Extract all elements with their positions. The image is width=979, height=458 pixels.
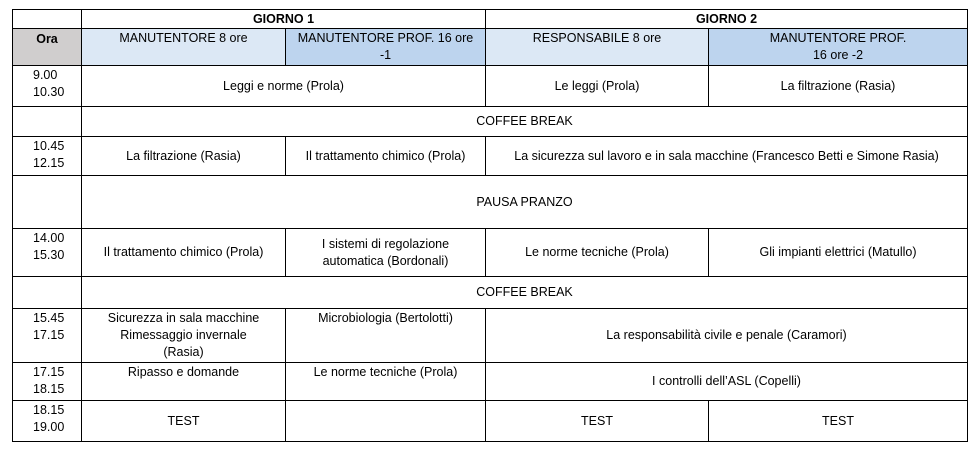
coffee-break-row <box>13 107 968 137</box>
session-cell: Le norme tecniche (Prola) <box>486 229 709 277</box>
session-cell <box>286 229 486 277</box>
time-cell <box>13 176 82 229</box>
session-cell: Leggi e norme (Prola) <box>82 66 486 107</box>
header-line: 16 ore -2 <box>812 48 864 62</box>
ora-header: Ora <box>13 29 82 66</box>
role-header-row <box>13 29 968 66</box>
coffee-break-cell: COFFEE BREAK <box>82 277 968 309</box>
table-row <box>13 363 968 401</box>
time-end: 19.00 <box>33 420 65 434</box>
lunch-row <box>13 176 968 229</box>
time-start: 18.15 <box>33 403 65 417</box>
time-cell <box>13 137 82 176</box>
table-row <box>13 229 968 277</box>
time-cell <box>13 107 82 137</box>
time-end: 17.15 <box>33 328 65 342</box>
header-line: MANUTENTORE PROF. 16 ore <box>297 31 474 45</box>
time-cell <box>13 229 82 277</box>
session-cell: I controlli dell’ASL (Copelli) <box>486 363 968 401</box>
time-cell <box>13 277 82 309</box>
time-cell <box>13 363 82 401</box>
schedule-table <box>12 9 968 442</box>
coffee-break-cell: COFFEE BREAK <box>82 107 968 137</box>
session-cell: Le norme tecniche (Prola) <box>286 363 486 401</box>
session-cell: Gli impianti elettrici (Matullo) <box>709 229 968 277</box>
header-line: MANUTENTORE PROF. <box>769 31 907 45</box>
time-cell <box>13 309 82 363</box>
session-cell: TEST <box>486 401 709 442</box>
session-line: Rimessaggio invernale <box>120 328 247 342</box>
time-start: 15.45 <box>33 311 65 325</box>
time-start: 9.00 <box>33 68 58 82</box>
table-row <box>13 66 968 107</box>
table-row <box>13 309 968 363</box>
day-header-row <box>13 10 968 29</box>
session-cell <box>82 309 286 363</box>
header-manutentore-prof-16-1 <box>286 29 486 66</box>
session-cell: La filtrazione (Rasia) <box>709 66 968 107</box>
session-cell: La sicurezza sul lavoro e in sala macchine (Francesco Betti e Simone Rasia) <box>486 137 968 176</box>
table-row <box>13 137 968 176</box>
session-cell: La filtrazione (Rasia) <box>82 137 286 176</box>
session-line: (Rasia) <box>163 345 204 359</box>
time-end: 15.30 <box>33 248 65 262</box>
time-cell <box>13 66 82 107</box>
session-cell: TEST <box>82 401 286 442</box>
coffee-break-row <box>13 277 968 309</box>
empty-corner-cell <box>13 10 82 29</box>
time-end: 10.30 <box>33 85 65 99</box>
time-start: 17.15 <box>33 365 65 379</box>
time-start: 10.45 <box>33 139 65 153</box>
session-cell: Le leggi (Prola) <box>486 66 709 107</box>
header-line: -1 <box>379 48 392 62</box>
time-start: 14.00 <box>33 231 65 245</box>
time-cell <box>13 401 82 442</box>
day2-header: GIORNO 2 <box>486 10 968 29</box>
lunch-cell: PAUSA PRANZO <box>82 176 968 229</box>
session-cell: Ripasso e domande <box>82 363 286 401</box>
day1-header: GIORNO 1 <box>82 10 486 29</box>
session-cell: TEST <box>709 401 968 442</box>
session-cell: Il trattamento chimico (Prola) <box>286 137 486 176</box>
session-cell: La responsabilità civile e penale (Caramori) <box>486 309 968 363</box>
header-manutentore-prof-16-2 <box>709 29 968 66</box>
session-cell: Microbiologia (Bertolotti) <box>286 309 486 363</box>
session-cell <box>286 401 486 442</box>
time-end: 18.15 <box>33 382 65 396</box>
session-line: I sistemi di regolazione <box>321 236 450 251</box>
time-end: 12.15 <box>33 156 65 170</box>
session-line: automatica (Bordonali) <box>322 253 449 268</box>
header-responsabile-8: RESPONSABILE 8 ore <box>486 29 709 66</box>
header-manutentore-8: MANUTENTORE 8 ore <box>82 29 286 66</box>
table-row <box>13 401 968 442</box>
session-cell: Il trattamento chimico (Prola) <box>82 229 286 277</box>
session-line: Sicurezza in sala macchine <box>107 311 260 325</box>
